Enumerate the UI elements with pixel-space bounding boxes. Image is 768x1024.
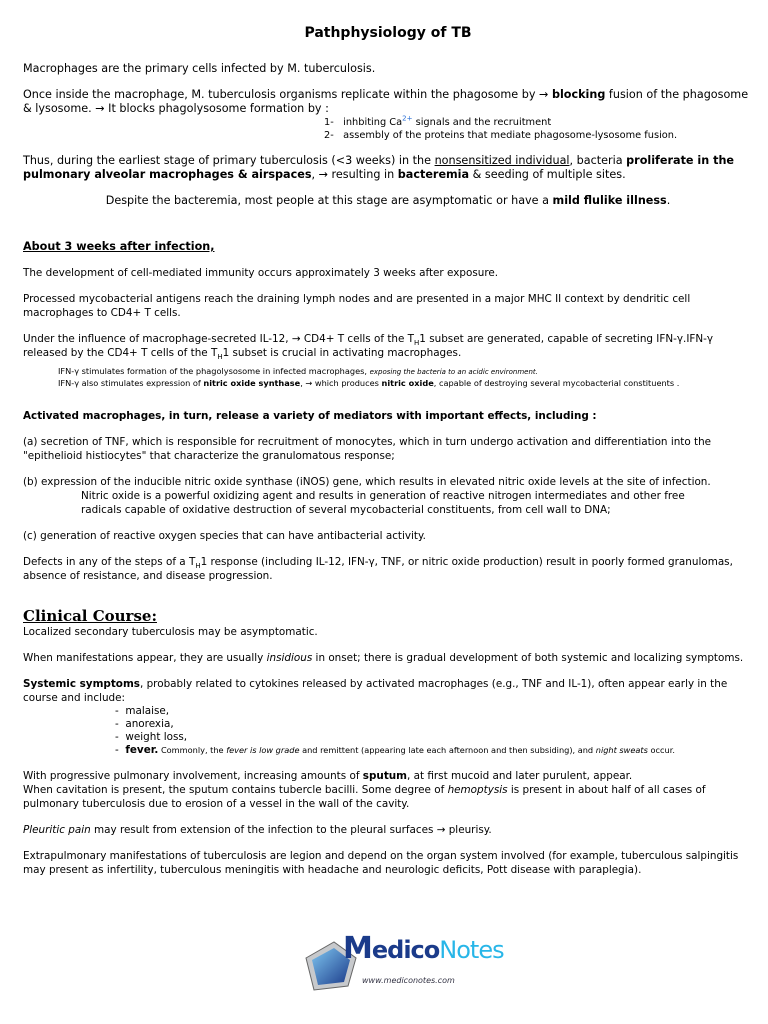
text: When cavitation is present, the sputum contains tubercle bacilli. Some degree of [23, 784, 448, 796]
note-phagolysosome [23, 366, 753, 378]
list-number: 2- [324, 130, 334, 141]
document-page [23, 24, 753, 877]
text: , → which produces [300, 378, 382, 388]
italic-text: hemoptysis [447, 784, 508, 796]
text: . [666, 194, 671, 207]
text: and remittent (appearing late each afternoon and then subsiding), and [299, 745, 596, 755]
logo-letter: M [343, 931, 372, 966]
paragraph-pleuritic-pain [23, 823, 753, 837]
logo-wordmark [343, 931, 504, 966]
text: With progressive pulmonary involvement, increasing amounts of [23, 770, 363, 782]
bold-text: fever. [125, 744, 159, 756]
text: Defects in any of the steps of a T [23, 556, 196, 568]
text: may result from extension of the infection to the pleural surfaces → pleurisy. [90, 824, 492, 836]
italic-text: fever is low grade [226, 745, 300, 755]
paragraph-bacteremia [23, 194, 753, 208]
bold-text: blocking [551, 88, 606, 101]
bold-text: bacteremia [397, 168, 470, 181]
paragraph-a-tnf: (a) secretion of TNF, which is responsible for recruitment of monocytes, which in turn undergo activation and differentiation into the "epithelioid histiocytes" that characterize the granulomatous response; [23, 436, 712, 462]
text: , probably related to cytokines released by activated macrophages (e.g., TNF and IL-1), often appear early in the course and include: [23, 678, 728, 704]
list-text: signals and the recruitment [412, 117, 552, 128]
list-text: assembly of the proteins that mediate phagosome-lysosome fusion. [343, 130, 678, 141]
logo-text: edico [371, 936, 440, 964]
paragraph-cavitation [23, 783, 753, 811]
text: , capable of destroying several mycobacterial constituents . [433, 378, 680, 388]
text: Once inside the macrophage, M. tuberculosis organisms replicate within the phagosome by → [23, 88, 552, 101]
note-nitric-oxide [23, 378, 753, 389]
text: 1 subset is crucial in activating macrophages. [222, 347, 462, 359]
italic-text: Pleuritic pain [23, 824, 91, 836]
subscript: H [217, 353, 223, 362]
text: IFN-γ also stimulates expression of [58, 378, 204, 388]
list-text: anorexia, [125, 718, 174, 730]
bold-text: proliferate in the pulmonary alveolar macrophages & airspaces [23, 154, 734, 181]
text: is present in about half of all cases of pulmonary tuberculosis due to erosion of a vessel in the wall of the cavity. [23, 784, 706, 810]
paragraph-systemic-symptoms [23, 677, 753, 705]
list-item: - anorexia, [115, 718, 174, 730]
bold-text: Systemic symptoms [23, 678, 140, 690]
paragraph-antigens: Processed mycobacterial antigens reach the draining lymph nodes and are presented in a major MHC II context by dendritic cell macrophages to CD4+ T cells. [23, 293, 691, 319]
logo-url: www.mediconotes.com [362, 976, 455, 985]
mediconotes-logo [300, 931, 504, 996]
heading-about-3-weeks [23, 240, 753, 254]
heading-activated-macrophages [23, 409, 753, 423]
text: Commonly, the [158, 745, 227, 755]
list-item: - fever. Commonly, the fever is low grade and remittent (appearing late each afternoon and then subsiding), and night sweats occur. [115, 744, 675, 756]
bold-text: nitric oxide synthase [203, 378, 301, 388]
paragraph-manifestations [23, 651, 753, 665]
heading-text: Activated macrophages, in turn, release a variety of mediators with important effects, including : [23, 410, 597, 422]
numbered-list [23, 116, 753, 142]
list-text: weight loss, [125, 731, 188, 743]
section-title-clinical-course: Clinical Course: [23, 607, 157, 625]
text: in onset; there is gradual development of both systemic and localizing symptoms. [312, 652, 744, 664]
text: Despite the bacteremia, most people at this stage are asymptomatic or have a [105, 194, 553, 207]
list-text: inhbiting Ca [343, 117, 403, 128]
text: 1 subset are generated, capable of secreting IFN-γ.IFN-γ released by the CD4+ T cells of the T [23, 333, 714, 359]
paragraph-defects [23, 555, 753, 583]
text: 1 response (including IL-12, IFN-γ, TNF, or nitric oxide production) result in poorly formed granulomas, absence of resistance, and disease progression. [23, 556, 733, 582]
page-title: Pathphysiology of TB [304, 25, 472, 41]
paragraph-phagosome [23, 88, 753, 116]
bold-text: mild flulike illness [552, 194, 667, 207]
paragraph-extrapulmonary: Extrapulmonary manifestations of tuberculosis are legion and depend on the organ system involved (for example, tuberculous salpingitis may present as infertility, tuberculous meningitis with headache and neurologic deficits, Pott disease with paraplegia). [23, 850, 739, 876]
paragraph-b-inos: (b) expression of the inducible nitric oxide synthase (iNOS) gene, which results in elevated nitric oxide levels at the site of infection. [23, 476, 711, 488]
paragraph-c-ros: (c) generation of reactive oxygen species that can have antibacterial activity. [23, 530, 426, 542]
subscript: H [195, 562, 201, 571]
italic-text: exposing the bacteria to an acidic environment. [369, 368, 538, 376]
list-number: 1- [324, 117, 334, 128]
subscript: H [414, 339, 420, 348]
paragraph-nitric-oxide: Nitric oxide is a powerful oxidizing agent and results in generation of reactive nitrogen intermediates and other free radicals capable of oxidative destruction of several mycobacterial constituents, from cell wall to DNA; [81, 490, 685, 516]
text: , at first mucoid and later purulent, appear. [407, 770, 633, 782]
text: When manifestations appear, they are usually [23, 652, 267, 664]
list-item [324, 129, 753, 142]
paragraph-earliest-stage [23, 154, 753, 182]
paragraph-macrophages: Macrophages are the primary cells infected by M. tuberculosis. [23, 62, 376, 75]
superscript: 2+ [402, 114, 413, 123]
underlined-text: nonsensitized individual [434, 154, 570, 167]
text: occur. [647, 745, 675, 755]
text: , → resulting in [311, 168, 398, 181]
paragraph-asymptomatic: Localized secondary tuberculosis may be asymptomatic. [23, 626, 318, 638]
list-item: - malaise, [115, 705, 170, 717]
bold-text: nitric oxide [381, 378, 434, 388]
list-item [324, 116, 753, 129]
list-item: - weight loss, [115, 731, 188, 743]
text: , bacteria [569, 154, 627, 167]
bold-text: sputum [362, 770, 408, 782]
logo-text: Notes [439, 936, 504, 964]
text: Thus, during the earliest stage of primary tuberculosis (<3 weeks) in the [23, 154, 435, 167]
italic-text: insidious [266, 652, 313, 664]
paragraph-cell-mediated: The development of cell-mediated immunity occurs approximately 3 weeks after exposure. [23, 267, 499, 279]
text: & seeding of multiple sites. [469, 168, 626, 181]
paragraph-il12 [23, 332, 753, 360]
text: fusion of the phagosome & lysosome. → It blocks phagolysosome formation by : [23, 88, 749, 115]
list-text: malaise, [125, 705, 170, 717]
italic-text: night sweats [595, 745, 648, 755]
text: IFN-γ stimulates formation of the phagolysosome in infected macrophages, [58, 366, 370, 376]
symptom-list [23, 705, 753, 757]
heading-text: About 3 weeks after infection, [23, 240, 215, 253]
text: Under the influence of macrophage-secreted IL-12, → CD4+ T cells of the T [23, 333, 415, 345]
paragraph-sputum [23, 769, 753, 783]
